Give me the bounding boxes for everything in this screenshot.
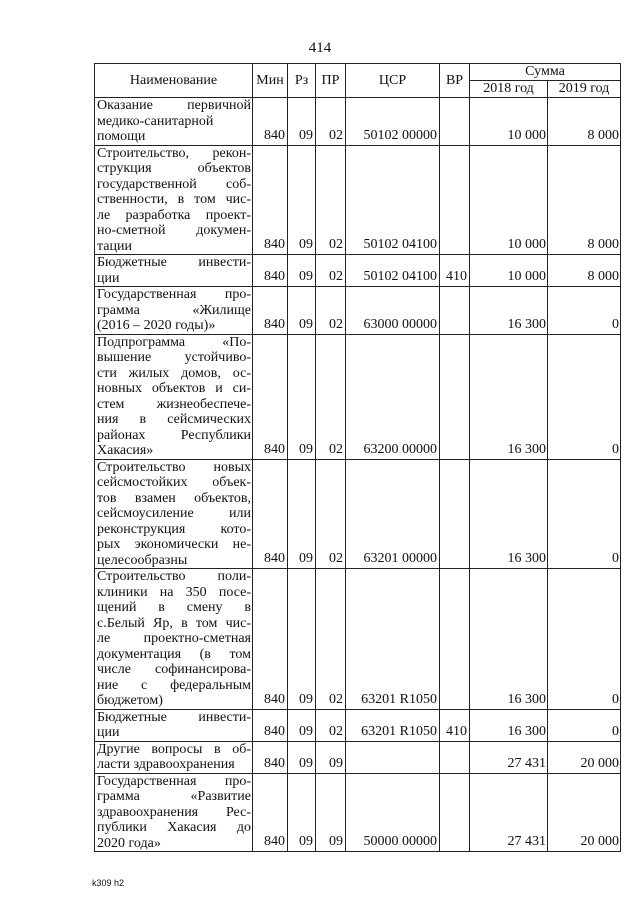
- row-rz: 09: [288, 459, 316, 569]
- row-vr: [440, 741, 470, 773]
- row-rz: 09: [288, 709, 316, 741]
- row-min: 840: [253, 287, 288, 335]
- table-row: [95, 255, 621, 287]
- row-vr: [440, 569, 470, 710]
- row-min: 840: [253, 334, 288, 459]
- header-name: Наименование: [95, 64, 253, 98]
- row-vr: [440, 145, 470, 255]
- row-sum-2019: 0: [548, 287, 621, 335]
- row-csr: [346, 741, 440, 773]
- row-sum-2019: 8 000: [548, 255, 621, 287]
- row-name: [95, 255, 253, 287]
- row-name: [95, 145, 253, 255]
- row-sum-2018: 10 000: [470, 145, 548, 255]
- row-name-line: стем жизнеобеспече-: [97, 396, 251, 412]
- row-name-line: сти жилых домов, ос-: [97, 365, 251, 381]
- row-sum-2019: 8 000: [548, 145, 621, 255]
- row-min: 840: [253, 459, 288, 569]
- row-name-line: помощи: [97, 129, 146, 144]
- row-name-line: ласти здравоохранения: [97, 757, 235, 772]
- row-name-line: 2020 года»: [97, 835, 161, 851]
- row-name-line: ственности, в том чис-: [97, 192, 251, 207]
- row-name-line: Хакасия»: [97, 443, 154, 458]
- row-name-line: рых экономически не-: [97, 537, 251, 552]
- row-rz: 09: [288, 741, 316, 773]
- row-name-line: но-сметной докумен-: [97, 223, 251, 238]
- row-sum-2019: 20 000: [548, 741, 621, 773]
- footer-code: k309 h2: [92, 878, 125, 888]
- row-sum-2019: 0: [548, 459, 621, 569]
- row-name-line: вышение устойчиво-: [97, 350, 251, 365]
- row-name-line: щений в смену в: [97, 600, 251, 615]
- header-csr: ЦСР: [346, 64, 440, 98]
- row-rz: 09: [288, 334, 316, 459]
- row-sum-2019: 0: [548, 569, 621, 710]
- row-name-line: Подпрограмма «По-: [97, 334, 251, 350]
- row-name-line: ние с федеральным: [97, 677, 251, 693]
- row-name: [95, 773, 253, 852]
- row-min: 840: [253, 255, 288, 287]
- budget-table: [94, 63, 621, 852]
- row-name-line: ции: [97, 725, 120, 740]
- row-min: 840: [253, 98, 288, 146]
- row-name-line: тации: [97, 238, 132, 254]
- row-min: 840: [253, 569, 288, 710]
- row-name-line: струкция объектов: [97, 161, 251, 176]
- row-vr: [440, 773, 470, 852]
- row-csr: 63201 00000: [346, 459, 440, 569]
- row-vr: [440, 287, 470, 335]
- row-sum-2018: 27 431: [470, 741, 548, 773]
- table-row: [95, 569, 621, 710]
- row-sum-2018: 16 300: [470, 459, 548, 569]
- row-sum-2018: 16 300: [470, 334, 548, 459]
- row-name: [95, 709, 253, 741]
- row-name: [95, 741, 253, 773]
- row-csr: 63000 00000: [346, 287, 440, 335]
- table-row: [95, 287, 621, 335]
- row-min: 840: [253, 709, 288, 741]
- header-min: Мин: [253, 64, 288, 98]
- row-name-line: ния в сейсмических: [97, 412, 251, 427]
- row-name-line: сейсмостойких объек-: [97, 475, 251, 490]
- table-row: [95, 459, 621, 569]
- row-sum-2018: 10 000: [470, 255, 548, 287]
- row-rz: 09: [288, 98, 316, 146]
- header-vr: ВР: [440, 64, 470, 98]
- row-name-line: Государственная про-: [97, 773, 251, 789]
- table-row: [95, 98, 621, 146]
- row-sum-2019: 20 000: [548, 773, 621, 852]
- row-name-line: публики Хакасия до: [97, 820, 251, 835]
- table-row: [95, 145, 621, 255]
- row-vr: 410: [440, 255, 470, 287]
- table-row: [95, 334, 621, 459]
- row-name-line: ле разработка проект-: [97, 207, 251, 223]
- row-name-line: Оказание первичной: [97, 98, 251, 113]
- row-name-line: государственной соб-: [97, 176, 251, 192]
- row-name-line: новных объектов и си-: [97, 381, 251, 396]
- row-sum-2019: 8 000: [548, 98, 621, 146]
- row-name-line: районах Республики: [97, 427, 251, 443]
- header-year-2018: 2018 год: [470, 81, 548, 98]
- row-name-line: реконструкция кото-: [97, 521, 251, 537]
- row-min: 840: [253, 741, 288, 773]
- row-pr: 02: [316, 145, 346, 255]
- row-sum-2018: 27 431: [470, 773, 548, 852]
- row-csr: 63201 R1050: [346, 709, 440, 741]
- row-vr: [440, 98, 470, 146]
- row-name-line: ле проектно-сметная: [97, 631, 251, 646]
- row-name: [95, 98, 253, 146]
- row-csr: 50102 00000: [346, 98, 440, 146]
- row-sum-2018: 16 300: [470, 709, 548, 741]
- row-csr: 50102 04100: [346, 145, 440, 255]
- header-year-2019: 2019 год: [548, 81, 621, 98]
- row-sum-2018: 10 000: [470, 98, 548, 146]
- row-sum-2018: 16 300: [470, 569, 548, 710]
- row-csr: 63200 00000: [346, 334, 440, 459]
- row-pr: 09: [316, 741, 346, 773]
- row-pr: 02: [316, 255, 346, 287]
- row-name: [95, 569, 253, 710]
- row-pr: 02: [316, 98, 346, 146]
- table-row: [95, 741, 621, 773]
- page-number: 414: [308, 40, 332, 56]
- row-name: [95, 334, 253, 459]
- row-vr: 410: [440, 709, 470, 741]
- row-csr: 50102 04100: [346, 255, 440, 287]
- row-name-line: Государственная про-: [97, 287, 251, 302]
- row-vr: [440, 334, 470, 459]
- row-pr: 09: [316, 773, 346, 852]
- row-name-line: числе софинансирова-: [97, 662, 251, 677]
- row-pr: 02: [316, 709, 346, 741]
- header-sum: Сумма: [470, 64, 621, 81]
- row-pr: 02: [316, 569, 346, 710]
- header-pr: ПР: [316, 64, 346, 98]
- row-sum-2018: 16 300: [470, 287, 548, 335]
- row-csr: 63201 R1050: [346, 569, 440, 710]
- table-row: [95, 709, 621, 741]
- row-name-line: бюджетом): [97, 693, 163, 708]
- table-row: [95, 773, 621, 852]
- row-name-line: Другие вопросы в об-: [97, 741, 251, 757]
- row-sum-2019: 0: [548, 334, 621, 459]
- row-rz: 09: [288, 287, 316, 335]
- row-name-line: сейсмоусиление или: [97, 506, 251, 521]
- row-name: [95, 287, 253, 335]
- row-name: [95, 459, 253, 569]
- row-name-line: тов взамен объектов,: [97, 490, 251, 506]
- row-name-line: Строительство новых: [97, 459, 251, 475]
- row-rz: 09: [288, 255, 316, 287]
- row-name-line: Строительство, рекон-: [97, 145, 251, 161]
- row-vr: [440, 459, 470, 569]
- row-rz: 09: [288, 569, 316, 710]
- row-name-line: целесообразны: [97, 552, 188, 568]
- row-pr: 02: [316, 287, 346, 335]
- row-pr: 02: [316, 334, 346, 459]
- row-name-line: с.Белый Яр, в том чис-: [97, 615, 251, 631]
- row-rz: 09: [288, 773, 316, 852]
- header-rz: Рз: [288, 64, 316, 98]
- row-name-line: Бюджетные инвести-: [97, 709, 251, 725]
- row-pr: 02: [316, 459, 346, 569]
- row-sum-2019: 0: [548, 709, 621, 741]
- row-name-line: здравоохранения Рес-: [97, 804, 251, 820]
- row-name-line: клиники на 350 посе-: [97, 584, 251, 600]
- row-name-line: ции: [97, 270, 120, 286]
- row-name-line: Бюджетные инвести-: [97, 255, 251, 270]
- row-name-line: Строительство поли-: [97, 569, 251, 584]
- row-min: 840: [253, 145, 288, 255]
- row-name-line: документация (в том: [97, 646, 251, 662]
- row-min: 840: [253, 773, 288, 852]
- row-name-line: (2016 – 2020 годы)»: [97, 318, 216, 333]
- row-name-line: грамма «Развитие: [97, 789, 251, 804]
- row-rz: 09: [288, 145, 316, 255]
- row-csr: 50000 00000: [346, 773, 440, 852]
- row-name-line: медико-санитарной: [97, 113, 214, 129]
- row-name-line: грамма «Жилище: [97, 302, 251, 318]
